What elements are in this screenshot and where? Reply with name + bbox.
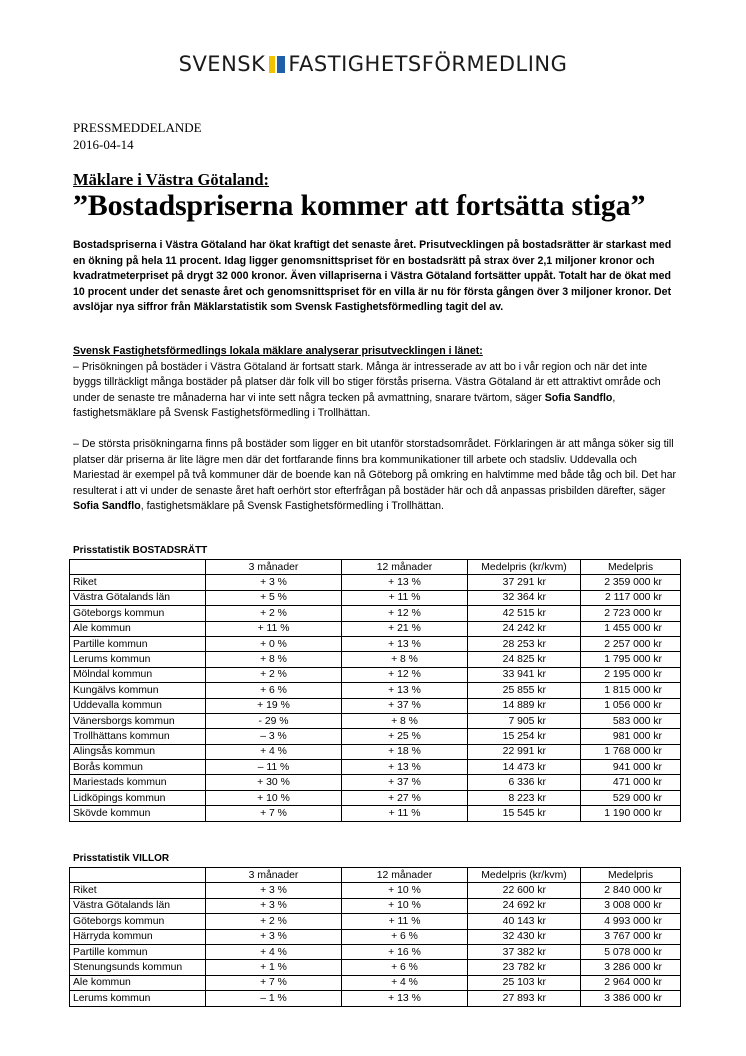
price-per-sqm-cell: 42 515 kr (468, 606, 581, 621)
region-cell: Ale kommun (70, 975, 206, 990)
change-3m-cell: + 3 % (206, 898, 342, 913)
change-12m-cell: + 6 % (342, 929, 468, 944)
price-per-sqm-cell: 32 364 kr (468, 590, 581, 605)
region-cell: Härryda kommun (70, 929, 206, 944)
region-cell: Riket (70, 883, 206, 898)
change-12m-cell: + 37 % (342, 775, 468, 790)
table-row (70, 606, 681, 621)
average-price-cell: 1 768 000 kr (581, 744, 681, 759)
change-3m-cell: + 10 % (206, 790, 342, 805)
region-cell: Lidköpings kommun (70, 790, 206, 805)
column-header (70, 868, 206, 883)
quote-person: Sofia Sandflo (544, 391, 613, 404)
table-row (70, 667, 681, 682)
table-row (70, 729, 681, 744)
price-per-sqm-cell: 7 905 kr (468, 713, 581, 728)
change-12m-cell: + 11 % (342, 806, 468, 821)
region-cell: Mölndal kommun (70, 667, 206, 682)
table-row (70, 590, 681, 605)
quote-text: – Prisökningen på bostäder i Västra Götaland är fortsatt stark. Många är intresserade av att bo i vår region och när det inte byggs tillräckligt många bostäder på platser där folk vill bo stiger förstås priserna. Västra Götaland är ett attraktivt område och under de senaste tre månaderna har vi inte sett några tecken på avmattning, snarare tvärtom, säger (73, 360, 661, 404)
price-per-sqm-cell: 14 889 kr (468, 698, 581, 713)
table-header-row (70, 560, 681, 575)
region-cell: Skövde kommun (70, 806, 206, 821)
price-per-sqm-cell: 14 473 kr (468, 760, 581, 775)
price-per-sqm-cell: 8 223 kr (468, 790, 581, 805)
average-price-cell: 1 795 000 kr (581, 652, 681, 667)
table-row (70, 898, 681, 913)
change-3m-cell: + 4 % (206, 944, 342, 959)
average-price-cell: 3 386 000 kr (581, 991, 681, 1006)
average-price-cell: 2 257 000 kr (581, 636, 681, 651)
average-price-cell: 4 993 000 kr (581, 914, 681, 929)
price-per-sqm-cell: 24 825 kr (468, 652, 581, 667)
kicker: Mäklare i Västra Götaland: (73, 170, 270, 189)
average-price-cell: 1 190 000 kr (581, 806, 681, 821)
change-3m-cell: + 2 % (206, 606, 342, 621)
price-per-sqm-cell: 27 893 kr (468, 991, 581, 1006)
region-cell: Göteborgs kommun (70, 914, 206, 929)
change-12m-cell: + 13 % (342, 636, 468, 651)
average-price-cell: 2 195 000 kr (581, 667, 681, 682)
change-3m-cell: – 3 % (206, 729, 342, 744)
region-cell: Lerums kommun (70, 652, 206, 667)
average-price-cell: 2 840 000 kr (581, 883, 681, 898)
document-date: 2016-04-14 (73, 137, 134, 152)
table-row (70, 636, 681, 651)
price-per-sqm-cell: 37 382 kr (468, 944, 581, 959)
change-3m-cell: + 7 % (206, 975, 342, 990)
change-12m-cell: + 4 % (342, 975, 468, 990)
average-price-cell: 1 056 000 kr (581, 698, 681, 713)
column-header: Medelpris (581, 560, 681, 575)
average-price-cell: 1 455 000 kr (581, 621, 681, 636)
price-per-sqm-cell: 22 600 kr (468, 883, 581, 898)
table-caption-villor: Prisstatistik VILLOR (73, 853, 170, 864)
price-per-sqm-cell: 33 941 kr (468, 667, 581, 682)
average-price-cell: 941 000 kr (581, 760, 681, 775)
average-price-cell: 3 286 000 kr (581, 960, 681, 975)
average-price-cell: 3 767 000 kr (581, 929, 681, 944)
average-price-cell: 2 964 000 kr (581, 975, 681, 990)
change-12m-cell: + 37 % (342, 698, 468, 713)
change-12m-cell: + 6 % (342, 960, 468, 975)
change-12m-cell: + 13 % (342, 575, 468, 590)
change-3m-cell: - 29 % (206, 713, 342, 728)
table-row (70, 914, 681, 929)
column-header: Medelpris (kr/kvm) (468, 560, 581, 575)
price-per-sqm-cell: 25 855 kr (468, 683, 581, 698)
change-3m-cell: + 2 % (206, 667, 342, 682)
change-12m-cell: + 10 % (342, 883, 468, 898)
table-caption-bostadsratt: Prisstatistik BOSTADSRÄTT (73, 545, 208, 556)
body-section-1 (73, 344, 678, 422)
change-12m-cell: + 11 % (342, 914, 468, 929)
change-12m-cell: + 8 % (342, 713, 468, 728)
price-per-sqm-cell: 15 545 kr (468, 806, 581, 821)
change-3m-cell: + 3 % (206, 883, 342, 898)
table-row (70, 883, 681, 898)
change-3m-cell: + 2 % (206, 914, 342, 929)
change-12m-cell: + 10 % (342, 898, 468, 913)
column-header: 12 månader (342, 560, 468, 575)
average-price-cell: 471 000 kr (581, 775, 681, 790)
change-12m-cell: + 16 % (342, 944, 468, 959)
price-per-sqm-cell: 15 254 kr (468, 729, 581, 744)
change-12m-cell: + 12 % (342, 606, 468, 621)
change-3m-cell: + 19 % (206, 698, 342, 713)
table-row (70, 960, 681, 975)
column-header: Medelpris (kr/kvm) (468, 868, 581, 883)
table-row (70, 698, 681, 713)
column-header: 3 månader (206, 868, 342, 883)
change-3m-cell: + 7 % (206, 806, 342, 821)
table-row (70, 652, 681, 667)
region-cell: Partille kommun (70, 944, 206, 959)
column-header: 3 månader (206, 560, 342, 575)
change-3m-cell: + 30 % (206, 775, 342, 790)
quote-text: – De största prisökningarna finns på bostäder som ligger en bit utanför storstadsområdet. Förklaringen är att många söker sig till platser där priserna är lite lägre men där det fortfarande finns bra kommunikationer till arbete och stadsliv. Uddevalla och Mariestad är exempel på två kommuner där de boende kan nå Göteborg på omkring en halvtimme med både tåg och bil. Det har resulterat i att vi under de senaste året haft oerhört stor efterfrågan på bostäder här och då anpassas prisbilden därefter, säger (73, 438, 677, 497)
table-row (70, 929, 681, 944)
table-row (70, 621, 681, 636)
section-subhead: Svensk Fastighetsförmedlings lokala mäklare analyserar prisutvecklingen i länet: (73, 345, 483, 357)
table-row (70, 790, 681, 805)
press-meta (73, 119, 202, 153)
region-cell: Alingsås kommun (70, 744, 206, 759)
logo-text-left: SVENSK (178, 52, 266, 76)
table-row (70, 713, 681, 728)
change-3m-cell: + 0 % (206, 636, 342, 651)
quote-attribution: , fastighetsmäklare på Svensk Fastighetsförmedling i Trollhättan. (140, 500, 444, 513)
region-cell: Partille kommun (70, 636, 206, 651)
change-12m-cell: + 11 % (342, 590, 468, 605)
change-3m-cell: + 3 % (206, 575, 342, 590)
region-cell: Västra Götalands län (70, 590, 206, 605)
table-header-row (70, 868, 681, 883)
region-cell: Göteborgs kommun (70, 606, 206, 621)
change-12m-cell: + 13 % (342, 683, 468, 698)
price-per-sqm-cell: 24 692 kr (468, 898, 581, 913)
average-price-cell: 2 359 000 kr (581, 575, 681, 590)
average-price-cell: 5 078 000 kr (581, 944, 681, 959)
quote-paragraph-2 (73, 437, 678, 515)
region-cell: Borås kommun (70, 760, 206, 775)
column-header: Medelpris (581, 868, 681, 883)
average-price-cell: 2 117 000 kr (581, 590, 681, 605)
change-3m-cell: + 8 % (206, 652, 342, 667)
change-3m-cell: – 1 % (206, 991, 342, 1006)
price-per-sqm-cell: 32 430 kr (468, 929, 581, 944)
document-type: PRESSMEDDELANDE (73, 120, 202, 135)
price-per-sqm-cell: 6 336 kr (468, 775, 581, 790)
logo-text-right: FASTIGHETSFÖRMEDLING (288, 52, 568, 76)
table-row (70, 975, 681, 990)
region-cell: Västra Götalands län (70, 898, 206, 913)
change-3m-cell: + 5 % (206, 590, 342, 605)
price-per-sqm-cell: 28 253 kr (468, 636, 581, 651)
change-12m-cell: + 27 % (342, 790, 468, 805)
change-3m-cell: + 1 % (206, 960, 342, 975)
change-12m-cell: + 13 % (342, 991, 468, 1006)
change-3m-cell: + 3 % (206, 929, 342, 944)
table-row (70, 744, 681, 759)
average-price-cell: 2 723 000 kr (581, 606, 681, 621)
price-per-sqm-cell: 40 143 kr (468, 914, 581, 929)
table-row (70, 575, 681, 590)
headline: ”Bostadspriserna kommer att fortsätta stiga” (73, 189, 646, 222)
body-section-2 (73, 437, 678, 515)
change-12m-cell: + 21 % (342, 621, 468, 636)
quote-person: Sofia Sandflo (73, 500, 141, 513)
table-row (70, 683, 681, 698)
region-cell: Lerums kommun (70, 991, 206, 1006)
price-per-sqm-cell: 37 291 kr (468, 575, 581, 590)
quote-attribution: , fastighetsmäklare på Svensk Fastighetsförmedling i Trollhättan. (73, 391, 616, 420)
change-12m-cell: + 8 % (342, 652, 468, 667)
change-3m-cell: + 4 % (206, 744, 342, 759)
quote-paragraph-1 (73, 360, 678, 422)
region-cell: Trollhättans kommun (70, 729, 206, 744)
table-row (70, 944, 681, 959)
change-3m-cell: – 11 % (206, 760, 342, 775)
table-row (70, 991, 681, 1006)
average-price-cell: 1 815 000 kr (581, 683, 681, 698)
swedish-flag-icon (269, 56, 285, 73)
region-cell: Stenungsunds kommun (70, 960, 206, 975)
table-row (70, 760, 681, 775)
price-per-sqm-cell: 25 103 kr (468, 975, 581, 990)
lead-paragraph: Bostadspriserna i Västra Götaland har ökat kraftigt det senaste året. Prisutvecklingen på bostadsrätter är starkast med en ökning på hela 11 procent. Idag ligger genomsnittspriset för en bostadsrätt på strax över 2,1 miljoner kronor och kvadratmeterpriset på drygt 32 000 kronor. Även villapriserna i Västra Götaland fortsätter uppåt. Totalt har de ökat med 10 procent under det senaste året och genomsnittspriset för en villa är nu för första gången över 3 miljoner kronor. Det avslöjar nya siffror från Mäklarstatistik som Svensk Fastighetsförmedling tagit del av. (73, 239, 672, 314)
price-per-sqm-cell: 24 242 kr (468, 621, 581, 636)
region-cell: Uddevalla kommun (70, 698, 206, 713)
table-row (70, 806, 681, 821)
region-cell: Vänersborgs kommun (70, 713, 206, 728)
price-table-villor (69, 867, 681, 1007)
region-cell: Ale kommun (70, 621, 206, 636)
change-12m-cell: + 13 % (342, 760, 468, 775)
region-cell: Mariestads kommun (70, 775, 206, 790)
change-3m-cell: + 11 % (206, 621, 342, 636)
table-row (70, 775, 681, 790)
change-12m-cell: + 25 % (342, 729, 468, 744)
column-header (70, 560, 206, 575)
region-cell: Riket (70, 575, 206, 590)
column-header: 12 månader (342, 868, 468, 883)
region-cell: Kungälvs kommun (70, 683, 206, 698)
change-3m-cell: + 6 % (206, 683, 342, 698)
average-price-cell: 583 000 kr (581, 713, 681, 728)
average-price-cell: 529 000 kr (581, 790, 681, 805)
price-per-sqm-cell: 23 782 kr (468, 960, 581, 975)
price-table-bostadsratt (69, 559, 681, 822)
change-12m-cell: + 12 % (342, 667, 468, 682)
company-logo (0, 52, 746, 76)
average-price-cell: 3 008 000 kr (581, 898, 681, 913)
average-price-cell: 981 000 kr (581, 729, 681, 744)
price-per-sqm-cell: 22 991 kr (468, 744, 581, 759)
change-12m-cell: + 18 % (342, 744, 468, 759)
